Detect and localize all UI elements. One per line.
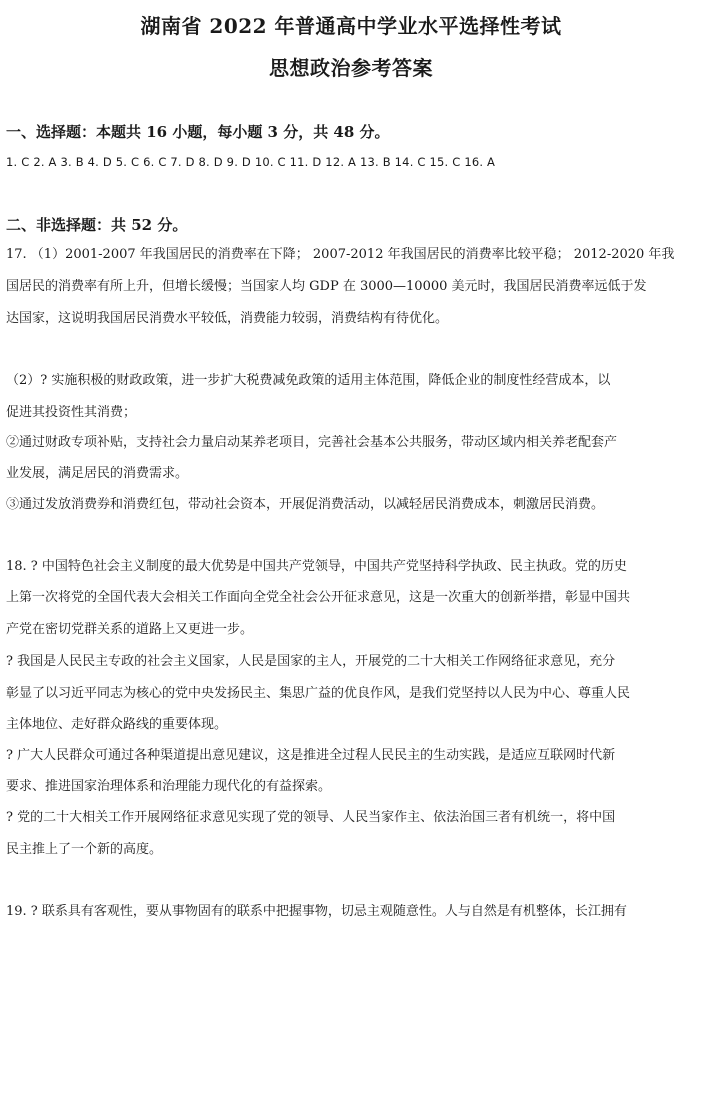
q18-line: ? 我国是人民民主专政的社会主义国家，人民是国家的主人，开展党的二十大相关工作网络征求意见，充分	[6, 654, 616, 669]
q17-part2-line: （2）? 实施积极的财政政策，进一步扩大税费减免政策的适用主体范围，降低企业的制度性经营成本，以	[6, 373, 611, 388]
q18-line: 彰显了以习近平同志为核心的党中央发扬民主、集思广益的优良作风，是我们党坚持以人民为中心、尊重人民	[6, 686, 631, 701]
q17-part2-line: 业发展，满足居民的消费需求。	[6, 466, 189, 481]
q18-line: 主体地位、走好群众路线的重要体现。	[6, 717, 228, 732]
q18-line: 18. ? 中国特色社会主义制度的最大优势是中国共产党领导，中国共产党坚持科学执政、民主执政。党的历史	[6, 559, 627, 574]
q18-line: 上第一次将党的全国代表大会相关工作面向全党全社会公开征求意见，这是一次重大的创新举措，彰显中国共	[6, 590, 631, 605]
q17-part1-line: 17. （1）2001-2007 年我国居民的消费率在下降； 2007-2012 年我国居民的消费率比较平稳； 2012-2020 年我	[6, 247, 675, 262]
q18-line: 产党在密切党群关系的道路上又更进一步。	[6, 622, 254, 637]
document-title: 湖南省 2022 年普通高中学业水平选择性考试	[140, 14, 562, 38]
q17-part2-line: ③通过发放消费券和消费红包，带动社会资本，开展促消费活动，以减轻居民消费成本，刺激居民消费。	[6, 497, 605, 512]
document-subtitle: 思想政治参考答案	[269, 56, 433, 80]
q17-part2-line: 促进其投资性其消费；	[6, 405, 137, 420]
section-multiple-choice-heading: 一、选择题：本题共 16 小题，每小题 3 分，共 48 分。	[6, 123, 390, 141]
q18-line: ? 党的二十大相关工作开展网络征求意见实现了党的领导、人民当家作主、依法治国三者有机统一，将中国	[6, 810, 616, 825]
q19-line: 19. ? 联系具有客观性，要从事物固有的联系中把握事物，切忌主观随意性。人与自然是有机整体，长江拥有	[6, 904, 627, 919]
q18-line: ? 广大人民群众可通过各种渠道提出意见建议，这是推进全过程人民民主的生动实践，是适应互联网时代新	[6, 748, 616, 763]
q17-part1-line: 达国家，这说明我国居民消费水平较低，消费能力较弱，消费结构有待优化。	[6, 311, 449, 326]
q18-line: 民主推上了一个新的高度。	[6, 842, 163, 857]
q17-part2-line: ②通过财政专项补贴，支持社会力量启动某养老项目，完善社会基本公共服务，带动区域内相关养老配套产	[6, 435, 618, 450]
q17-part1-line: 国居民的消费率有所上升，但增长缓慢；当国家人均 GDP 在 3000—10000 美元时，我国居民消费率远低于发	[6, 279, 647, 294]
multiple-choice-answers: 1. C 2. A 3. B 4. D 5. C 6. C 7. D 8. D 9. D 10. C 11. D 12. A 13. B 14. C 15. C 16. A	[6, 155, 496, 169]
q18-line: 要求、推进国家治理体系和治理能力现代化的有益探索。	[6, 779, 332, 794]
section-open-questions-heading: 二、非选择题：共 52 分。	[6, 216, 188, 234]
